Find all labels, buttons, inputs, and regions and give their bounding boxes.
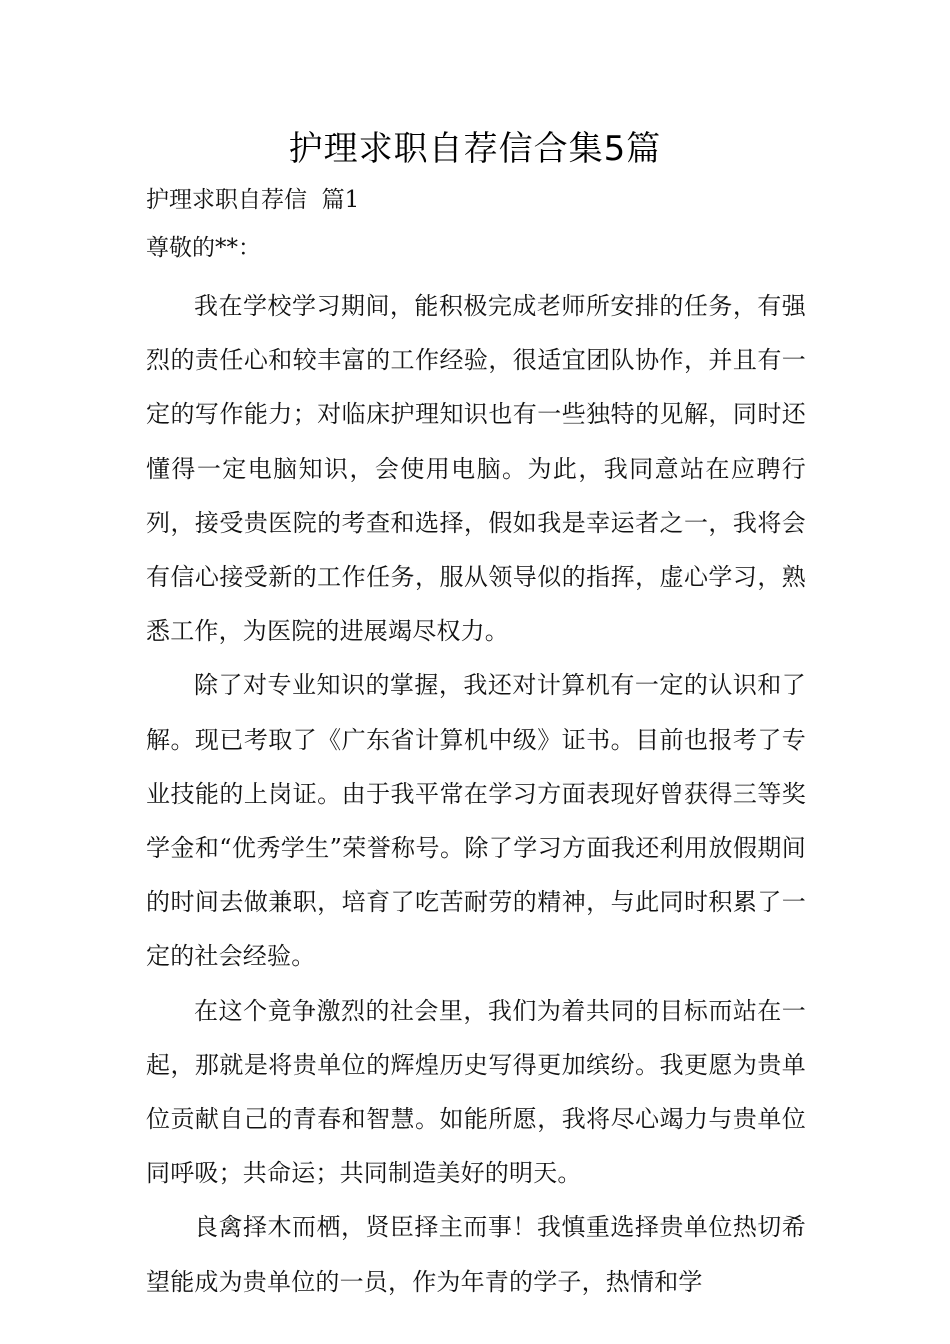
salutation: 尊敬的**： bbox=[146, 235, 261, 261]
paragraph-2: 除了对专业知识的掌握，我还对计算机有一定的认识和了解。现已考取了《广东省计算机中级》证书。目前也报考了专业技能的上岗证。由于我平常在学习方面表现好曾获得三等奖学金和“优秀学生”荣誉称号。除了学习方面我还利用放假期间的时间去做兼职，培育了吃苦耐劳的精神，与此同时积累了一定的社会经验。 bbox=[146, 671, 806, 971]
document-title: 护理求职自荐信合集5篇 bbox=[288, 129, 662, 169]
paragraph-1: 我在学校学习期间，能积极完成老师所安排的任务，有强烈的责任心和较丰富的工作经验，很适宜团队协作，并且有一定的写作能力；对临床护理知识也有一些独特的见解，同时还懂得一定电脑知识，会使用电脑。为此，我同意站在应聘行列，接受贵医院的考查和选择，假如我是幸运者之一，我将会有信心接受新的工作任务，服从领导似的指挥，虚心学习，熟悉工作，为医院的进展竭尽权力。 bbox=[146, 292, 806, 646]
letter-body bbox=[146, 279, 806, 1309]
paragraph-3: 在这个竟争激烈的社会里，我们为着共同的目标而站在一起，那就是将贵单位的辉煌历史写得更加缤纷。我更愿为贵单位贡献自己的青春和智慧。如能所愿，我将尽心竭力与贵单位同呼吸；共命运；共同制造美好的明天。 bbox=[146, 996, 806, 1188]
section-heading: 护理求职自荐信 篇1 bbox=[146, 187, 360, 213]
paragraph-4: 良禽择木而栖，贤臣择主而事！我慎重选择贵单位热切希望能成为贵单位的一员，作为年青的学子，热情和学 bbox=[146, 1213, 806, 1296]
